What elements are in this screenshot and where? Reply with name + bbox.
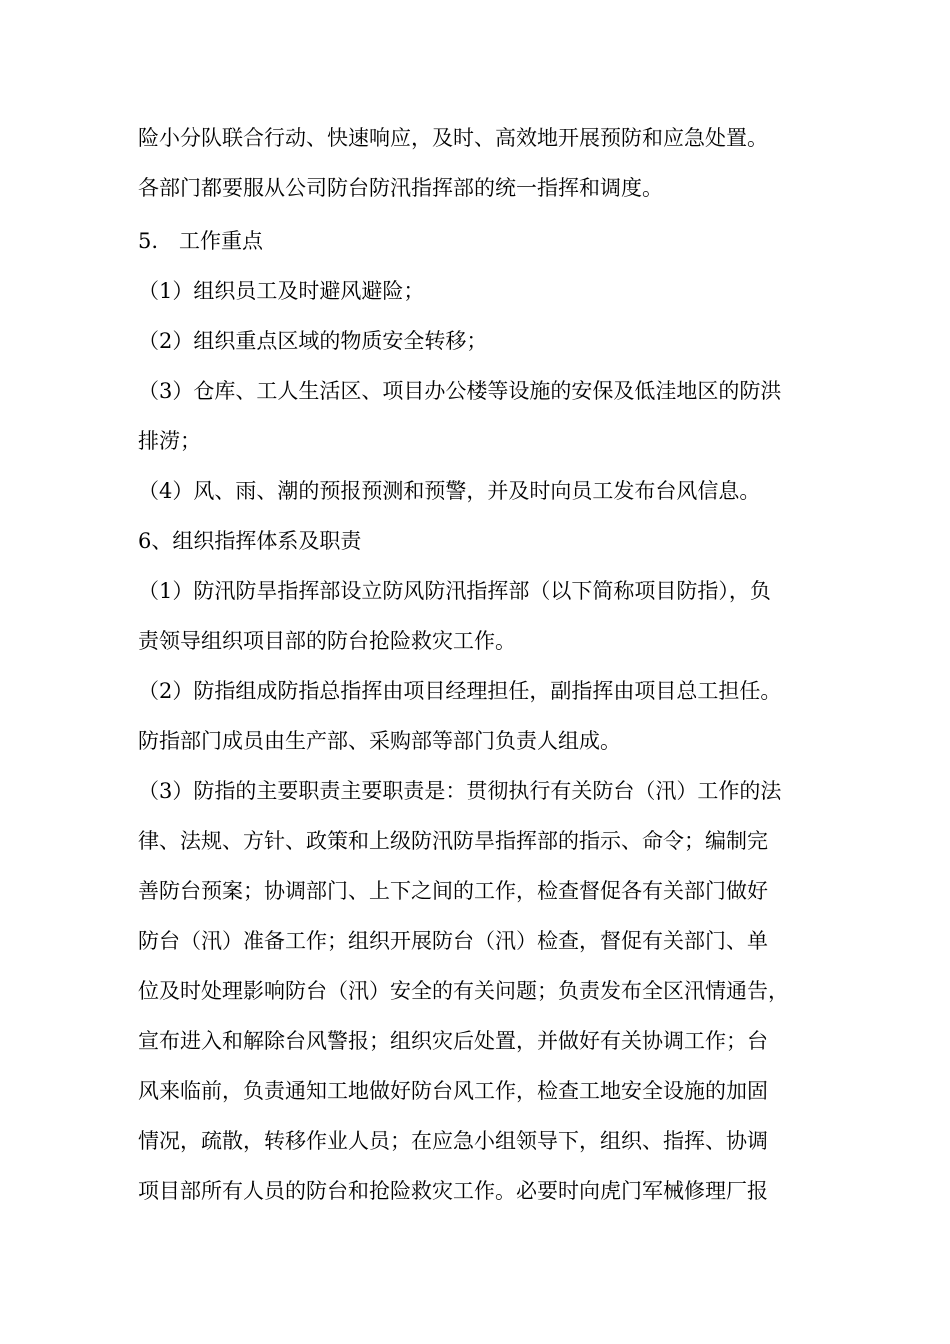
list-item: （2）防指组成防指总指挥由项目经理担任，副指挥由项目总工担任。 xyxy=(138,679,782,703)
list-item-continuation: 排涝； xyxy=(138,429,201,453)
list-item: （4）风、雨、潮的预报预测和预警，并及时向员工发布台风信息。 xyxy=(138,479,761,503)
list-item: （3）防指的主要职责主要职责是：贯彻执行有关防台（汛）工作的法 xyxy=(138,779,782,803)
list-item-continuation: 情况，疏散，转移作业人员；在应急小组领导下，组织、指挥、协调 xyxy=(138,1129,768,1153)
list-item-continuation: 位及时处理影响防台（汛）安全的有关问题；负责发布全区汛情通告， xyxy=(138,979,789,1003)
list-item-continuation: 防指部门成员由生产部、采购部等部门负责人组成。 xyxy=(138,729,621,753)
list-item-continuation: 善防台预案；协调部门、上下之间的工作，检查督促各有关部门做好 xyxy=(138,879,768,903)
section-heading: 6、组织指挥体系及职责 xyxy=(138,529,362,553)
list-item: （1）防汛防旱指挥部设立防风防汛指挥部（以下简称项目防指），负 xyxy=(138,579,771,603)
list-item-continuation: 风来临前，负责通知工地做好防台风工作，检查工地安全设施的加固 xyxy=(138,1079,768,1103)
paragraph-line: 险小分队联合行动、快速响应，及时、高效地开展预防和应急处置。 xyxy=(138,126,768,150)
list-item: （2）组织重点区域的物质安全转移； xyxy=(138,329,488,353)
list-item-continuation: 防台（汛）准备工作；组织开展防台（汛）检查，督促有关部门、单 xyxy=(138,929,768,953)
list-item-continuation: 责领导组织项目部的防台抢险救灾工作。 xyxy=(138,629,516,653)
section-heading: 5. 工作重点 xyxy=(138,229,264,253)
list-item-continuation: 律、法规、方针、政策和上级防汛防旱指挥部的指示、命令；编制完 xyxy=(138,829,768,853)
list-item: （3）仓库、工人生活区、项目办公楼等设施的安保及低洼地区的防洪 xyxy=(138,379,782,403)
list-item: （1）组织员工及时避风避险； xyxy=(138,279,425,303)
paragraph-line: 各部门都要服从公司防台防汛指挥部的统一指挥和调度。 xyxy=(138,176,663,200)
list-item-continuation: 项目部所有人员的防台和抢险救灾工作。必要时向虎门军械修理厂报 xyxy=(138,1179,768,1203)
list-item-continuation: 宣布进入和解除台风警报；组织灾后处置，并做好有关协调工作；台 xyxy=(138,1029,768,1053)
